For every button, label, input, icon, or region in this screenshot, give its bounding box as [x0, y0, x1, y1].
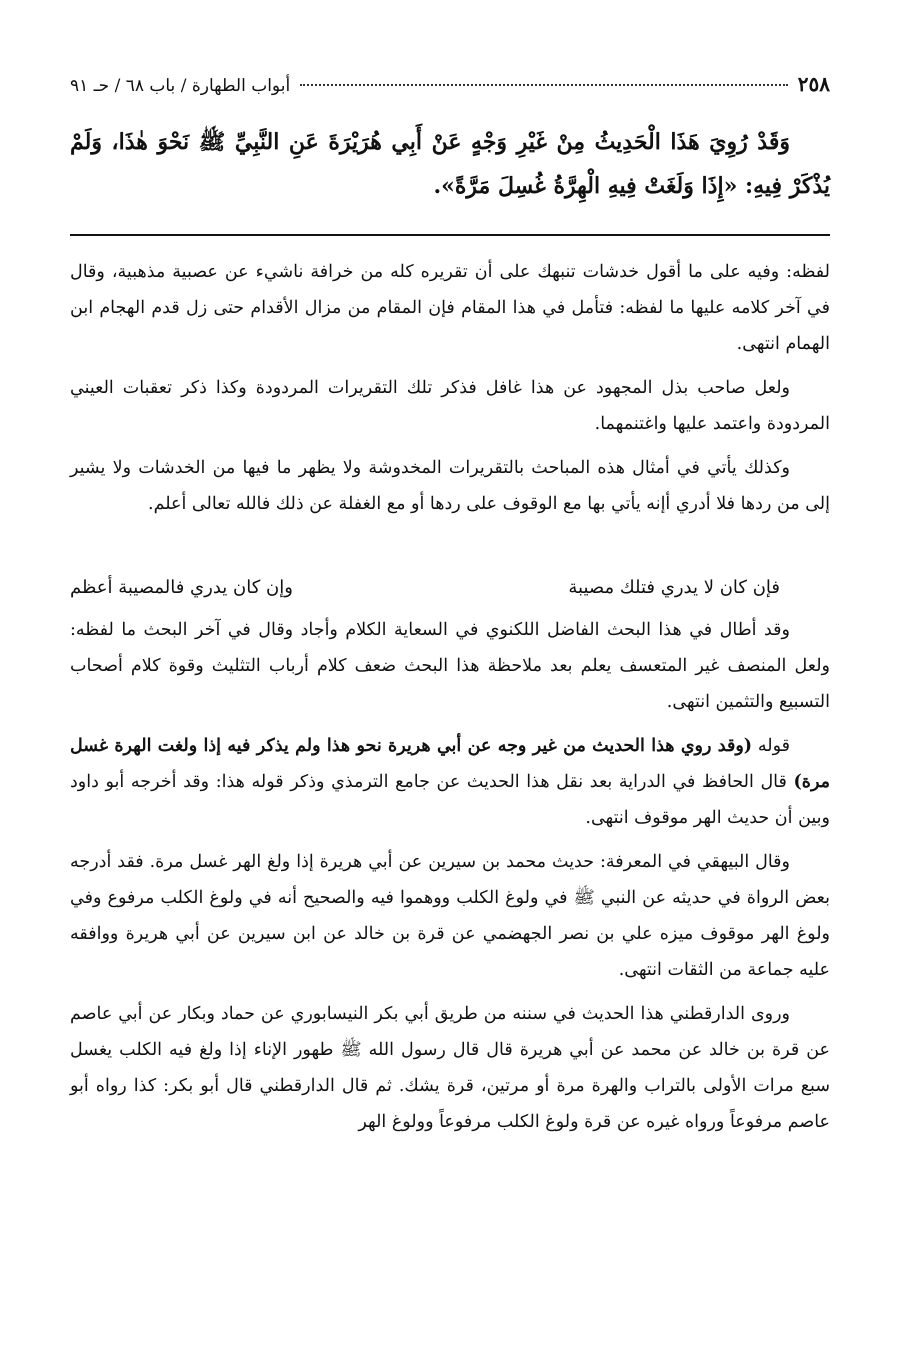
- running-title: أبواب الطهارة / باب ٦٨ / حـ ٩١: [70, 76, 291, 96]
- header-dot-leader: [300, 84, 788, 86]
- commentary-paragraph-7: وروى الدارقطني هذا الحديث في سننه من طريق أبي بكر النيسابوري عن حماد وبكار عن أبي عاصم عن قرة بن خالد عن محمد عن أبي هريرة قال قال رسول الله ﷺ طهور الإناء إذا ولغ فيه الكلب يغسل سبع مرات الأولى بالتراب والهرة مرة أو مرتين، قرة يشك. ثم قال الدارقطني قال أبو بكر: كذا رواه أبو عاصم مرفوعاً ورواه غيره عن قرة ولوغ الكلب مرفوعاً وولوغ الهر: [70, 1004, 830, 1132]
- commentary-paragraph-2: ولعل صاحب بذل المجهود عن هذا غافل فذكر تلك التقريرات المردودة وكذا ذكر تعقبات العيني المردودة واعتمد عليها واغتنمهما.: [70, 378, 830, 434]
- running-header: [70, 72, 830, 102]
- commentary-section: [70, 254, 830, 1140]
- page-number: ٢٥٨: [797, 72, 830, 96]
- book-page: [70, 72, 830, 1148]
- verse-second-hemistich: وإن كان يدري فالمصيبة أعظم: [70, 577, 293, 598]
- quote-explanation: قال الحافظ في الدراية بعد نقل هذا الحديث عن جامع الترمذي وذكر قوله هذا: وقد أخرجه أبو داود وبين أن حديث الهر موقوف انتهى.: [70, 772, 830, 828]
- quote-lead: قوله: [757, 736, 790, 756]
- poetry-verse: [70, 570, 830, 606]
- quoted-matn: (وقد روي هذا الحديث من غير وجه عن أبي هريرة نحو هذا ولم يذكر فيه إذا ولغت الهرة غسل مرة): [70, 736, 830, 792]
- commentary-paragraph-4: وقد أطال في هذا البحث الفاضل اللكنوي في السعاية الكلام وأجاد وقال في آخر البحث ما لفظه: ولعل المنصف غير المتعسف يعلم بعد ملاحظة هذا البحث ضعف كلام أرباب التثليث وقوة كلام أصحاب التسبيع والتثمين انتهى.: [70, 620, 830, 712]
- footnote-divider: [70, 234, 830, 236]
- commentary-paragraph-5: [70, 728, 830, 836]
- hadith-text: وَقَدْ رُوِيَ هَذَا الْحَدِيثُ مِنْ غَيْرِ وَجْهٍ عَنْ أَبِي هُرَيْرَةَ عَنِ النَّبِيِّ ﷺ نَحْوَ هٰذَا، وَلَمْ يُذْكَرْ فِيهِ: «إِذَا وَلَغَتْ فِيهِ الْهِرَّةُ غُسِلَ مَرَّةً».: [70, 129, 830, 199]
- commentary-paragraph-1: لفظه: وفيه على ما أقول خدشات تنبهك على أن تقريره كله من خرافة ناشيء عن عصبية مذهبية، وقال في آخر كلامه عليها ما لفظه: فتأمل في هذا المقام فإن المقام من مزال الأقدام حتى زل قدم الهجام ابن الهمام انتهى.: [70, 262, 830, 354]
- commentary-paragraph-3: وكذلك يأتي في أمثال هذه المباحث بالتقريرات المخدوشة ولا يظهر ما فيها من الخدشات ولا يشير إلى من ردها فلا أدري أإنه يأتي بها مع الوقوف على ردها أو مع الغفلة عن ذلك فالله تعالى أعلم.: [70, 458, 830, 514]
- verse-first-hemistich: فإن كان لا يدري فتلك مصيبة: [568, 577, 780, 598]
- commentary-paragraph-6: وقال البيهقي في المعرفة: حديث محمد بن سيرين عن أبي هريرة إذا ولغ الهر غسل مرة. فقد أدرجه بعض الرواة في حديثه عن النبي ﷺ في ولوغ الكلب ووهموا فيه والصحيح أنه في ولوغ الكلب مرفوع وفي ولوغ الهر موقوف ميزه علي بن نصر الجهضمي عن قرة بن خالد عن ابن سيرين عن أبي هريرة ووافقه عليه جماعة من الثقات انتهى.: [70, 852, 830, 980]
